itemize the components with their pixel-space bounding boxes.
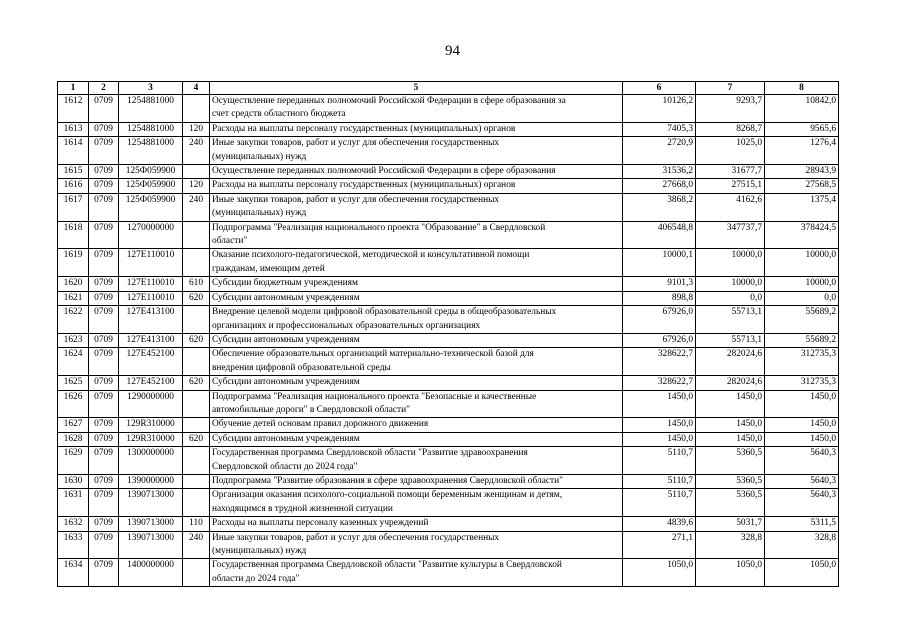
section-code-cell: 0709 [89, 517, 119, 531]
amount-col7-cell: 5031,7 [696, 517, 765, 531]
amount-col6-cell: 5110,7 [623, 489, 696, 517]
target-article-cell: 1254881000 [119, 95, 183, 123]
amount-col6-cell: 67926,0 [623, 306, 696, 334]
expense-type-cell: 240 [183, 531, 210, 559]
section-code-cell: 0709 [89, 432, 119, 446]
amount-col7-cell: 1450,0 [696, 432, 765, 446]
section-code-cell: 0709 [89, 249, 119, 277]
amount-col8-cell: 5640,3 [765, 447, 839, 475]
section-code-cell: 0709 [89, 306, 119, 334]
amount-col8-cell: 1450,0 [765, 432, 839, 446]
amount-col8-cell: 312735,3 [765, 348, 839, 376]
section-code-cell: 0709 [89, 165, 119, 179]
row-number-cell: 1622 [58, 306, 89, 334]
amount-col8-cell: 5640,3 [765, 489, 839, 517]
row-number-cell: 1628 [58, 432, 89, 446]
amount-col6-cell: 328622,7 [623, 376, 696, 390]
item-name-line: Подпрограмма "Реализация национального проекта "Образование" в Свердловской [212, 222, 546, 233]
target-article-cell: 1390000000 [119, 474, 183, 488]
table-row [58, 165, 839, 179]
amount-col8-cell: 28943,9 [765, 165, 839, 179]
amount-col6-cell: 10000,1 [623, 249, 696, 277]
item-name-line: Осуществление переданных полномочий Российской Федерации в сфере образования [212, 166, 556, 177]
column-header: 4 [183, 82, 210, 95]
item-name-cell [210, 333, 623, 347]
item-name-line: Субсидии автономным учреждениям [212, 334, 360, 345]
expense-type-cell [183, 221, 210, 249]
amount-col8-cell: 1450,0 [765, 390, 839, 418]
item-name-line: области" [212, 236, 248, 247]
item-name-cell [210, 221, 623, 249]
amount-col6-cell: 2720,9 [623, 137, 696, 165]
item-name-line: Субсидии автономным учреждениям [212, 377, 360, 388]
row-number-cell: 1627 [58, 418, 89, 432]
table-row [58, 474, 839, 488]
row-number-cell: 1619 [58, 249, 89, 277]
section-code-cell: 0709 [89, 390, 119, 418]
amount-col8-cell: 1375,4 [765, 193, 839, 221]
row-number-cell: 1613 [58, 122, 89, 136]
amount-col8-cell: 1276,4 [765, 137, 839, 165]
item-name-line: Подпрограмма "Развитие образования в сфере здравоохранения Свердловской области" [212, 475, 563, 486]
target-article-cell: 1254881000 [119, 122, 183, 136]
section-code-cell: 0709 [89, 277, 119, 291]
expense-type-cell [183, 447, 210, 475]
expense-type-cell: 620 [183, 291, 210, 305]
amount-col6-cell: 10126,2 [623, 95, 696, 123]
row-number-cell: 1624 [58, 348, 89, 376]
target-article-cell: 127E452100 [119, 376, 183, 390]
item-name-line: Внедрение целевой модели цифровой образовательной среды в общеобразовательных [212, 307, 557, 318]
amount-col6-cell: 898,8 [623, 291, 696, 305]
amount-col8-cell: 55689,2 [765, 333, 839, 347]
table-row [58, 306, 839, 334]
table-row [58, 390, 839, 418]
target-article-cell: 127E413100 [119, 333, 183, 347]
amount-col7-cell: 1050,0 [696, 559, 765, 587]
amount-col8-cell: 0,0 [765, 291, 839, 305]
section-code-cell: 0709 [89, 531, 119, 559]
item-name-line: находящимся в трудной жизненной ситуации [212, 503, 393, 514]
expense-type-cell [183, 165, 210, 179]
target-article-cell: 1254881000 [119, 137, 183, 165]
section-code-cell: 0709 [89, 333, 119, 347]
item-name-cell [210, 165, 623, 179]
table-row [58, 559, 839, 587]
table-row [58, 432, 839, 446]
expense-type-cell [183, 95, 210, 123]
column-header: 6 [623, 82, 696, 95]
item-name-cell [210, 193, 623, 221]
target-article-cell: 125Ф059900 [119, 165, 183, 179]
target-article-cell: 129R310000 [119, 418, 183, 432]
row-number-cell: 1626 [58, 390, 89, 418]
amount-col7-cell: 9293,7 [696, 95, 765, 123]
item-name-line: Субсидии автономным учреждениям [212, 433, 360, 444]
section-code-cell: 0709 [89, 489, 119, 517]
amount-col6-cell: 67926,0 [623, 333, 696, 347]
column-header: 3 [119, 82, 183, 95]
amount-col7-cell: 347737,7 [696, 221, 765, 249]
item-name-line: автомобильные дороги" в Свердловской области" [212, 404, 410, 415]
item-name-cell [210, 390, 623, 418]
amount-col8-cell: 5311,5 [765, 517, 839, 531]
section-code-cell: 0709 [89, 193, 119, 221]
amount-col7-cell: 10000,0 [696, 249, 765, 277]
row-number-cell: 1630 [58, 474, 89, 488]
amount-col8-cell: 312735,3 [765, 376, 839, 390]
item-name-line: Подпрограмма "Реализация национального проекта "Безопасные и качественные [212, 391, 537, 402]
item-name-cell [210, 137, 623, 165]
item-name-line: Оказание психолого-педагогической, методической и консультативной помощи [212, 250, 530, 261]
amount-col7-cell: 27515,1 [696, 179, 765, 193]
item-name-cell [210, 179, 623, 193]
section-code-cell: 0709 [89, 179, 119, 193]
table-row [58, 376, 839, 390]
amount-col7-cell: 4162,6 [696, 193, 765, 221]
item-name-line: Иные закупки товаров, работ и услуг для обеспечения государственных [212, 532, 500, 543]
amount-col8-cell: 27568,5 [765, 179, 839, 193]
item-name-line: Иные закупки товаров, работ и услуг для обеспечения государственных [212, 138, 500, 149]
item-name-line: Государственная программа Свердловской области "Развитие здравоохранения [212, 448, 528, 459]
table-row [58, 517, 839, 531]
section-code-cell: 0709 [89, 95, 119, 123]
section-code-cell: 0709 [89, 559, 119, 587]
row-number-cell: 1612 [58, 95, 89, 123]
expense-type-cell: 120 [183, 179, 210, 193]
section-code-cell: 0709 [89, 447, 119, 475]
item-name-cell [210, 291, 623, 305]
row-number-cell: 1621 [58, 291, 89, 305]
row-number-cell: 1620 [58, 277, 89, 291]
amount-col6-cell: 328622,7 [623, 348, 696, 376]
row-number-cell: 1623 [58, 333, 89, 347]
amount-col8-cell: 55689,2 [765, 306, 839, 334]
item-name-cell [210, 418, 623, 432]
amount-col8-cell: 1450,0 [765, 418, 839, 432]
item-name-line: области до 2024 года" [212, 573, 300, 584]
section-code-cell: 0709 [89, 221, 119, 249]
column-header: 1 [58, 82, 89, 95]
amount-col8-cell: 1050,0 [765, 559, 839, 587]
row-number-cell: 1633 [58, 531, 89, 559]
expense-type-cell [183, 306, 210, 334]
amount-col6-cell: 4839,6 [623, 517, 696, 531]
amount-col8-cell: 10000,0 [765, 249, 839, 277]
amount-col8-cell: 5640,3 [765, 474, 839, 488]
amount-col6-cell: 271,1 [623, 531, 696, 559]
item-name-cell [210, 559, 623, 587]
item-name-cell [210, 277, 623, 291]
amount-col8-cell: 9565,6 [765, 122, 839, 136]
item-name-line: Расходы на выплаты персоналу государственных (муниципальных) органов [212, 123, 516, 134]
row-number-cell: 1632 [58, 517, 89, 531]
table-row [58, 221, 839, 249]
amount-col6-cell: 7405,3 [623, 122, 696, 136]
item-name-line: Осуществление переданных полномочий Российской Федерации в сфере образования за [212, 96, 566, 106]
amount-col6-cell: 1450,0 [623, 418, 696, 432]
table-row [58, 95, 839, 123]
amount-col7-cell: 5360,5 [696, 489, 765, 517]
item-name-cell [210, 517, 623, 531]
amount-col7-cell: 282024,6 [696, 348, 765, 376]
amount-col8-cell: 328,8 [765, 531, 839, 559]
item-name-line: (муниципальных) нужд [212, 151, 307, 162]
item-name-cell [210, 95, 623, 123]
amount-col6-cell: 1450,0 [623, 432, 696, 446]
expense-type-cell: 120 [183, 122, 210, 136]
expense-type-cell: 620 [183, 432, 210, 446]
amount-col8-cell: 10842,0 [765, 95, 839, 123]
table-body [58, 95, 839, 587]
expense-type-cell [183, 559, 210, 587]
expense-type-cell [183, 474, 210, 488]
amount-col8-cell: 378424,5 [765, 221, 839, 249]
table-row [58, 291, 839, 305]
amount-col6-cell: 1050,0 [623, 559, 696, 587]
amount-col6-cell: 9101,3 [623, 277, 696, 291]
row-number-cell: 1634 [58, 559, 89, 587]
item-name-line: Субсидии бюджетным учреждениям [212, 278, 358, 289]
item-name-line: Обучение детей основам правил дорожного движения [212, 419, 429, 430]
amount-col7-cell: 0,0 [696, 291, 765, 305]
amount-col7-cell: 1450,0 [696, 390, 765, 418]
item-name-line: Расходы на выплаты персоналу казенных учреждений [212, 518, 429, 529]
target-article-cell: 1300000000 [119, 447, 183, 475]
amount-col6-cell: 27668,0 [623, 179, 696, 193]
target-article-cell: 1390713000 [119, 531, 183, 559]
expense-type-cell: 620 [183, 376, 210, 390]
expense-type-cell: 240 [183, 137, 210, 165]
item-name-line: Расходы на выплаты персоналу государственных (муниципальных) органов [212, 180, 516, 191]
target-article-cell: 127E452100 [119, 348, 183, 376]
table-row [58, 418, 839, 432]
table-row [58, 137, 839, 165]
amount-col7-cell: 328,8 [696, 531, 765, 559]
expense-type-cell [183, 418, 210, 432]
expense-type-cell [183, 348, 210, 376]
target-article-cell: 1390713000 [119, 489, 183, 517]
item-name-line: (муниципальных) нужд [212, 546, 307, 556]
item-name-cell [210, 474, 623, 488]
amount-col7-cell: 55713,1 [696, 306, 765, 334]
amount-col6-cell: 406548,8 [623, 221, 696, 249]
target-article-cell: 1290000000 [119, 390, 183, 418]
amount-col7-cell: 5360,5 [696, 447, 765, 475]
amount-col6-cell: 31536,2 [623, 165, 696, 179]
expense-type-cell [183, 489, 210, 517]
amount-col7-cell: 8268,7 [696, 122, 765, 136]
amount-col7-cell: 1450,0 [696, 418, 765, 432]
target-article-cell: 125Ф059900 [119, 193, 183, 221]
section-code-cell: 0709 [89, 291, 119, 305]
column-header: 7 [696, 82, 765, 95]
amount-col6-cell: 1450,0 [623, 390, 696, 418]
table-row [58, 193, 839, 221]
row-number-cell: 1625 [58, 376, 89, 390]
expense-type-cell [183, 390, 210, 418]
page-number: 94 [445, 43, 460, 59]
target-article-cell: 127E110010 [119, 291, 183, 305]
target-article-cell: 1390713000 [119, 517, 183, 531]
target-article-cell: 125Ф059900 [119, 179, 183, 193]
table-row [58, 179, 839, 193]
table-row [58, 333, 839, 347]
amount-col7-cell: 10000,0 [696, 277, 765, 291]
item-name-line: (муниципальных) нужд [212, 208, 307, 219]
item-name-line: Субсидии автономным учреждениям [212, 292, 360, 303]
amount-col6-cell: 5110,7 [623, 447, 696, 475]
row-number-cell: 1618 [58, 221, 89, 249]
section-code-cell: 0709 [89, 348, 119, 376]
section-code-cell: 0709 [89, 474, 119, 488]
item-name-line: Обеспечение образовательных организаций материально-технической базой для [212, 349, 534, 360]
row-number-cell: 1615 [58, 165, 89, 179]
column-header: 5 [210, 82, 623, 95]
table-row [58, 122, 839, 136]
table-row [58, 348, 839, 376]
amount-col6-cell: 3868,2 [623, 193, 696, 221]
amount-col7-cell: 282024,6 [696, 376, 765, 390]
expense-type-cell: 110 [183, 517, 210, 531]
table-row [58, 249, 839, 277]
target-article-cell: 127E110010 [119, 277, 183, 291]
expense-type-cell: 240 [183, 193, 210, 221]
item-name-cell [210, 306, 623, 334]
item-name-line: организациях и профессиональных образовательных организациях [212, 320, 481, 331]
target-article-cell: 129R310000 [119, 432, 183, 446]
item-name-cell [210, 348, 623, 376]
item-name-line: Свердловской области до 2024 года" [212, 461, 358, 472]
table-row [58, 531, 839, 559]
amount-col7-cell: 1025,0 [696, 137, 765, 165]
section-code-cell: 0709 [89, 122, 119, 136]
item-name-cell [210, 447, 623, 475]
item-name-line: Иные закупки товаров, работ и услуг для обеспечения государственных [212, 194, 500, 205]
amount-col7-cell: 55713,1 [696, 333, 765, 347]
item-name-cell [210, 432, 623, 446]
target-article-cell: 1270000000 [119, 221, 183, 249]
amount-col7-cell: 31677,7 [696, 165, 765, 179]
table-row [58, 277, 839, 291]
item-name-line: счет средств областного бюджета [212, 109, 346, 120]
target-article-cell: 127E110010 [119, 249, 183, 277]
table-row [58, 489, 839, 517]
item-name-cell [210, 489, 623, 517]
item-name-cell [210, 376, 623, 390]
expense-type-cell: 620 [183, 333, 210, 347]
row-number-cell: 1631 [58, 489, 89, 517]
item-name-cell [210, 249, 623, 277]
column-header: 8 [765, 82, 839, 95]
item-name-line: Государственная программа Свердловской области "Развитие культуры в Свердловской [212, 560, 562, 571]
amount-col8-cell: 10000,0 [765, 277, 839, 291]
target-article-cell: 1400000000 [119, 559, 183, 587]
row-number-cell: 1617 [58, 193, 89, 221]
item-name-cell [210, 122, 623, 136]
section-code-cell: 0709 [89, 376, 119, 390]
row-number-cell: 1629 [58, 447, 89, 475]
column-header: 2 [89, 82, 119, 95]
item-name-cell [210, 531, 623, 559]
header-row [58, 82, 839, 95]
row-number-cell: 1614 [58, 137, 89, 165]
table-row [58, 447, 839, 475]
section-code-cell: 0709 [89, 137, 119, 165]
item-name-line: Организация оказания психолого-социальной помощи беременным женщинам и детям, [212, 490, 563, 501]
row-number-cell: 1616 [58, 179, 89, 193]
expense-type-cell: 610 [183, 277, 210, 291]
target-article-cell: 127E413100 [119, 306, 183, 334]
amount-col7-cell: 5360,5 [696, 474, 765, 488]
item-name-line: внедрения цифровой образовательной среды [212, 362, 391, 373]
budget-table [57, 81, 839, 587]
amount-col6-cell: 5110,7 [623, 474, 696, 488]
expense-type-cell [183, 249, 210, 277]
section-code-cell: 0709 [89, 418, 119, 432]
item-name-line: гражданам, имеющим детей [212, 263, 325, 274]
